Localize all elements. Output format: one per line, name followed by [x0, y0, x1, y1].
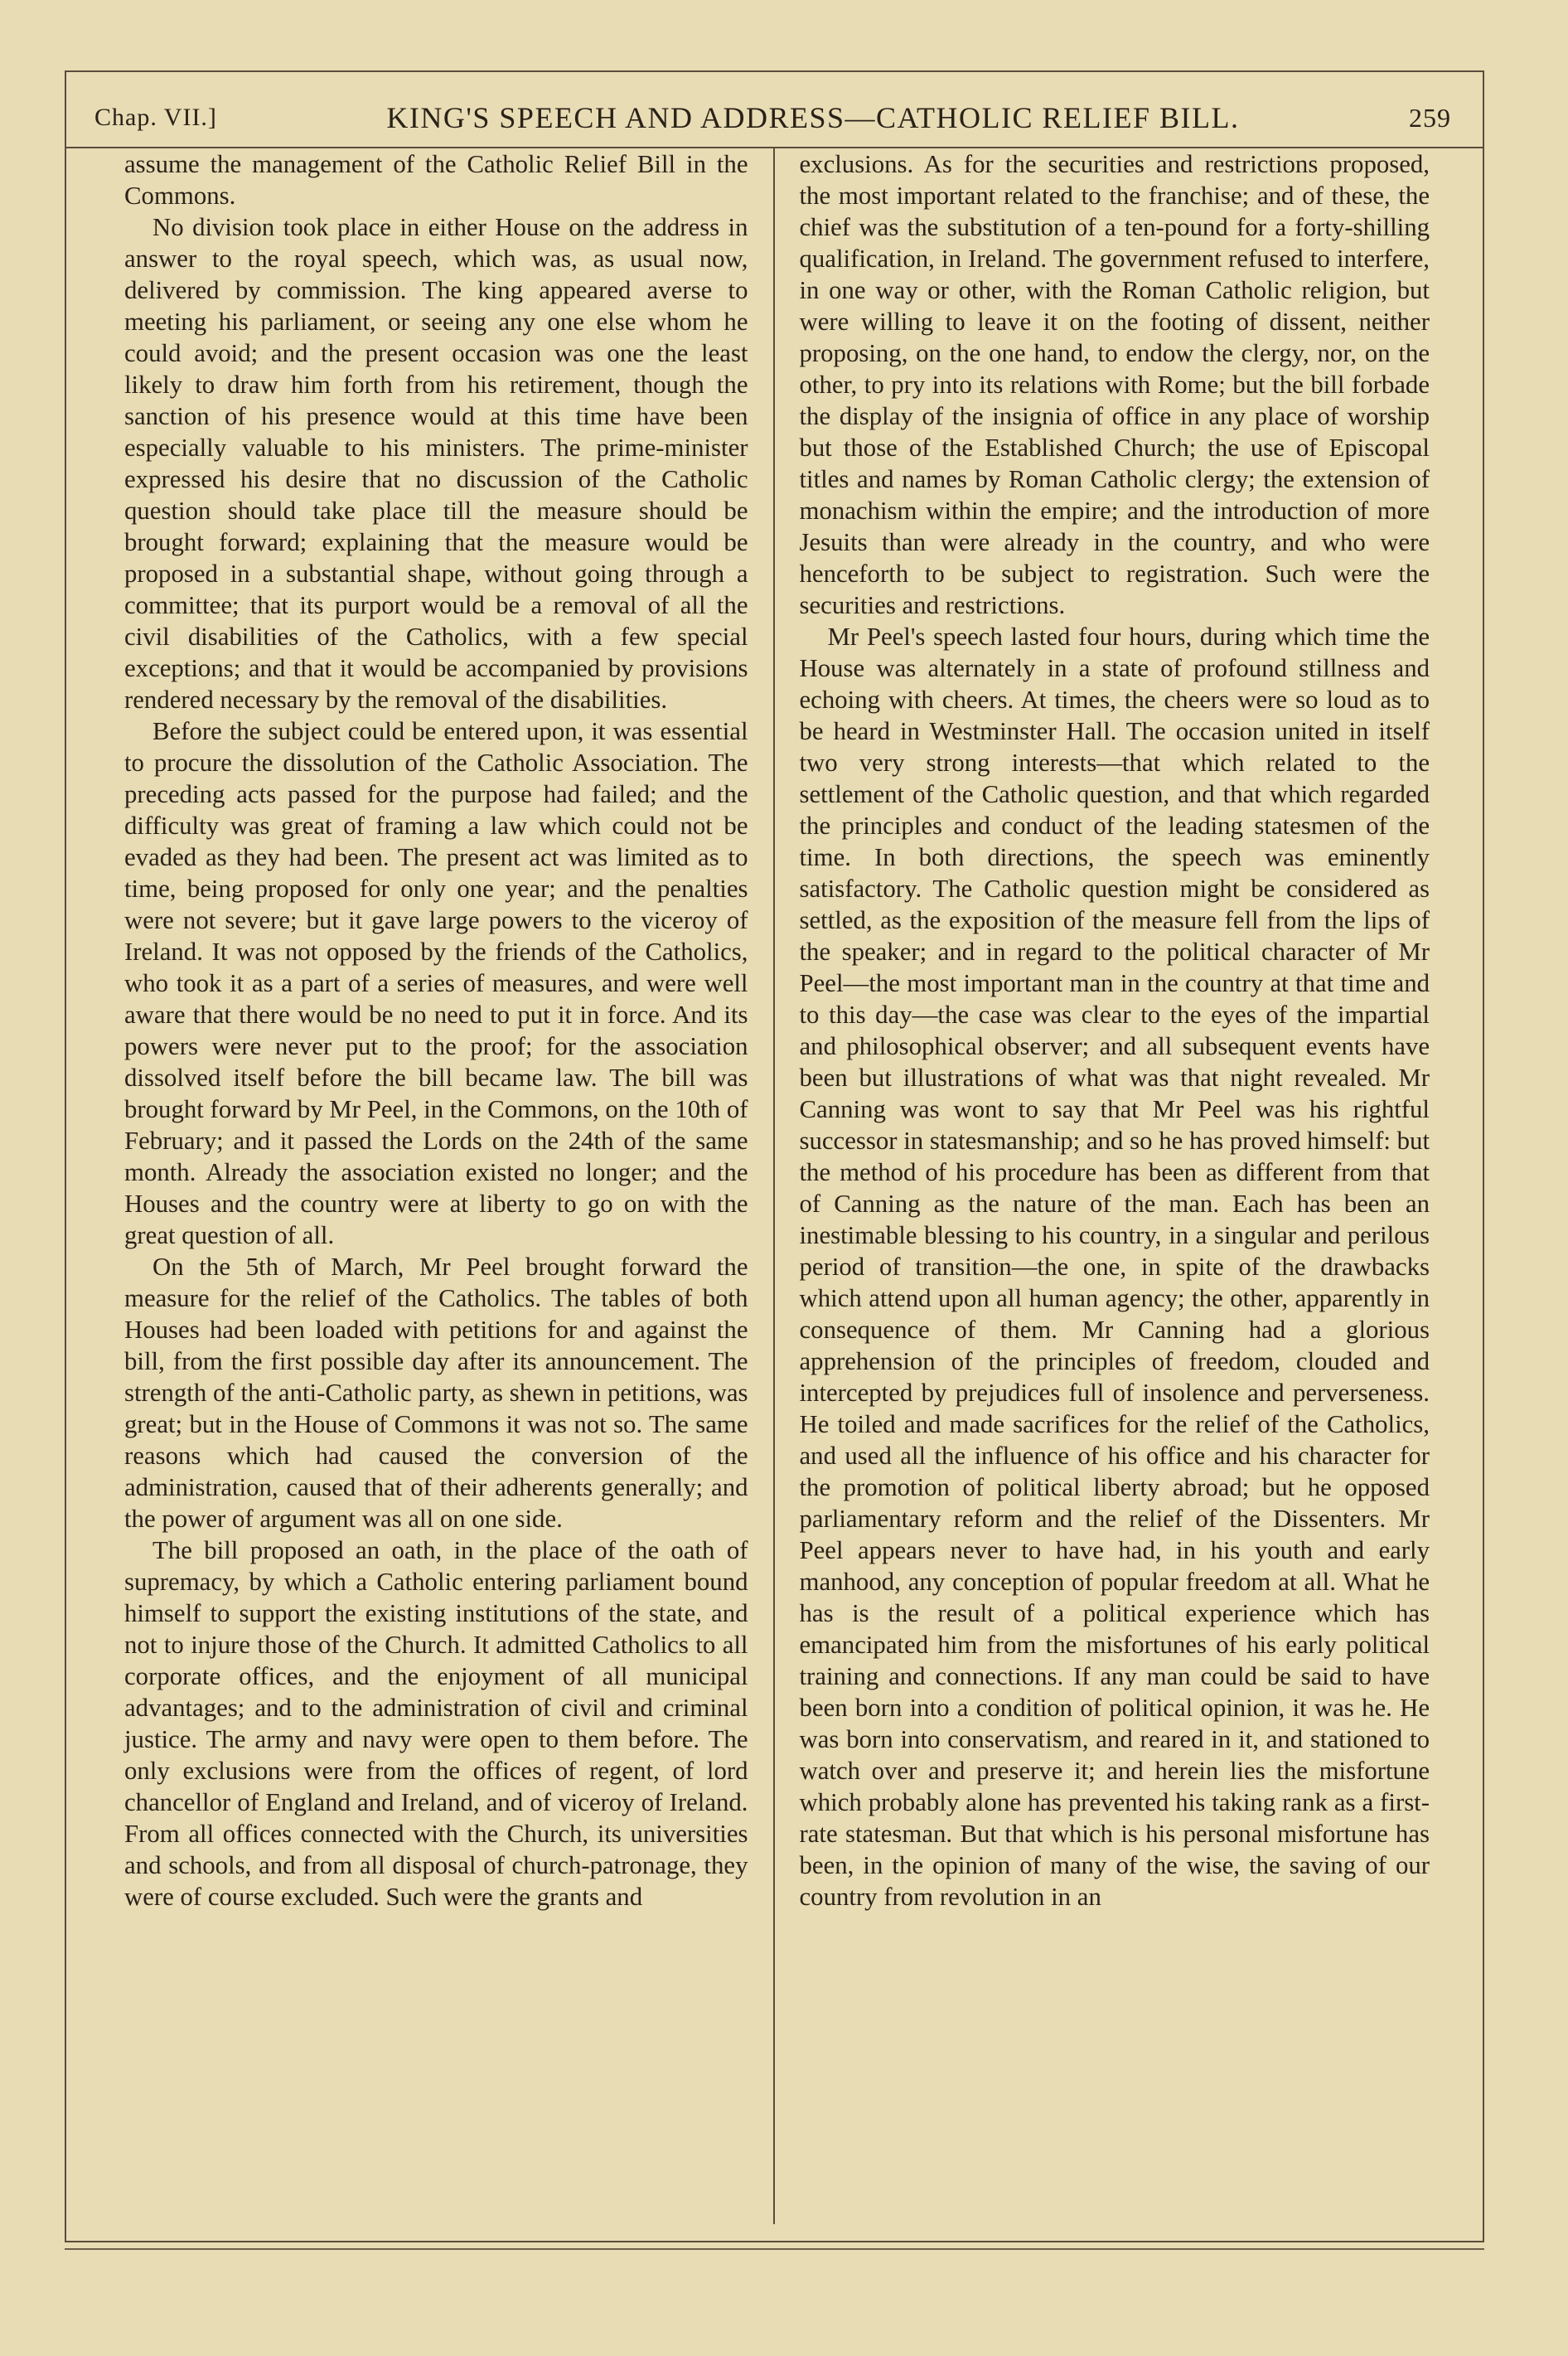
- paragraph: exclusions. As for the securities and restrictions proposed, the most important related to the franchise; and of these, the chief was the substitution of a ten-pound for a forty-shilling qualification, in Ireland. The government refused to interfere, in one way or other, with the Roman Catholic religion, but were willing to leave it on the footing of dissent, neither proposing, on the one hand, to endow the clergy, nor, on the other, to pry into its relations with Rome; but the bill forbade the display of the insignia of office in any place of worship but those of the Established Church; the use of Episcopal titles and names by Roman Catholic clergy; the extension of monachism within the empire; and the introduction of more Jesuits than were already in the country, and who were henceforth to be subject to registration. Such were the securities and restrictions.: [799, 150, 1430, 619]
- left-column: [99, 148, 775, 2224]
- page-frame: [65, 70, 1484, 2242]
- paragraph: The bill proposed an oath, in the place of the oath of supremacy, by which a Catholic entering parliament bound himself to support the existing institutions of the state, and not to injure those of the Church. It admitted Catholics to all corporate offices, and the enjoyment of all municipal advantages; and to the administration of civil and criminal justice. The army and navy were open to them before. The only exclusions were from the offices of regent, of lord chancellor of England and Ireland, and of viceroy of Ireland. From all offices connected with the Church, its universities and schools, and from all disposal of church-patronage, they were of course excluded. Such were the grants and: [124, 1536, 748, 1911]
- paragraph: Mr Peel's speech lasted four hours, during which time the House was alternately in a state of profound stillness and echoing with cheers. At times, the cheers were so loud as to be heard in Westminster Hall. The occasion united in itself two very strong interests—that which related to the settlement of the Catholic question, and that which regarded the principles and conduct of the leading statesmen of the time. In both directions, the speech was eminently satisfactory. The Catholic question might be considered as settled, as the exposition of the measure fell from the lips of the speaker; and in regard to the political character of Mr Peel—the most important man in the country at that time and to this day—the case was clear to the eyes of the impartial and philosophical observer; and all subsequent events have been but illustrations of what was that night revealed. Mr Canning was wont to say that Mr Peel was his rightful successor in statesmanship; and so he has proved himself: but the method of his procedure has been as different from that of Canning as the nature of the man. Each has been an inestimable blessing to his country, in a singular and perilous period of transition—the one, in spite of the drawbacks which attend upon all human agency; the other, apparently in consequence of them. Mr Canning had a glorious apprehension of the principles of freedom, clouded and intercepted by prejudices full of insolence and perverseness. He toiled and made sacrifices for the relief of the Catholics, and used all the influence of his office and his character for the promotion of political liberty abroad; but he opposed parliamentary reform and the relief of the Dissenters. Mr Peel appears never to have had, in his youth and early manhood, any conception of popular freedom at all. What he has is the result of a political experience which has emancipated him from the misfortunes of his early political training and connections. If any man could be said to have been born into a condition of political opinion, it was he. He was born into conservatism, and reared in it, and stationed to watch over and preserve it; and herein lies the misfortune which probably alone has prevented his taking rank as a first-rate statesman. But that which is his personal misfortune has been, in the opinion of many of the wise, the saving of our country from revolution in an: [799, 623, 1430, 1911]
- paragraph: Before the subject could be entered upon, it was essential to procure the dissolution of the Catholic Association. The preceding acts passed for the purpose had failed; and the difficulty was great of framing a law which could not be evaded as they had been. The present act was limited as to time, being proposed for only one year; and the penalties were not severe; but it gave large powers to the viceroy of Ireland. It was not opposed by the friends of the Catholics, who took it as a part of a series of measures, and were well aware that there would be no need to put it in force. And its powers were never put to the proof; for the association dissolved itself before the bill became law. The bill was brought forward by Mr Peel, in the Commons, on the 10th of February; and it passed the Lords on the 24th of the same month. Already the association existed no longer; and the Houses and the country were at liberty to go on with the great question of all.: [124, 717, 748, 1249]
- bottom-rule: [65, 2248, 1484, 2250]
- chapter-label: Chap. VII.]: [94, 104, 217, 131]
- right-column: [775, 148, 1450, 2224]
- paragraph: No division took place in either House on the address in answer to the royal speech, which was, as usual now, delivered by commission. The king appeared averse to meeting his parliament, or seeing any one else whom he could avoid; and the present occasion was one the least likely to draw him forth from his retirement, though the sanction of his presence would at this time have been especially valuable to his ministers. The prime-minister expressed his desire that no discussion of the Catholic question should take place till the measure should be brought forward; explaining that the measure would be proposed in a substantial shape, without going through a committee; that its purport would be a removal of all the civil disabilities of the Catholics, with a few special exceptions; and that it would be accompanied by provisions rendered necessary by the removal of the disabilities.: [124, 213, 748, 714]
- page-number: 259: [1408, 102, 1451, 133]
- paragraph: assume the management of the Catholic Relief Bill in the Commons.: [124, 150, 748, 210]
- paragraph: On the 5th of March, Mr Peel brought forward the measure for the relief of the Catholics. The tables of both Houses had been loaded with petitions for and against the bill, from the first possible day after its announcement. The strength of the anti-Catholic party, as shewn in petitions, was great; but in the House of Commons it was not so. The same reasons which had caused the conversion of the administration, caused that of their adherents generally; and the power of argument was all on one side.: [124, 1253, 748, 1533]
- running-head: [66, 89, 1483, 148]
- page-title: KING'S SPEECH AND ADDRESS—CATHOLIC RELIEF BILL.: [386, 101, 1240, 134]
- text-columns: [99, 148, 1449, 2224]
